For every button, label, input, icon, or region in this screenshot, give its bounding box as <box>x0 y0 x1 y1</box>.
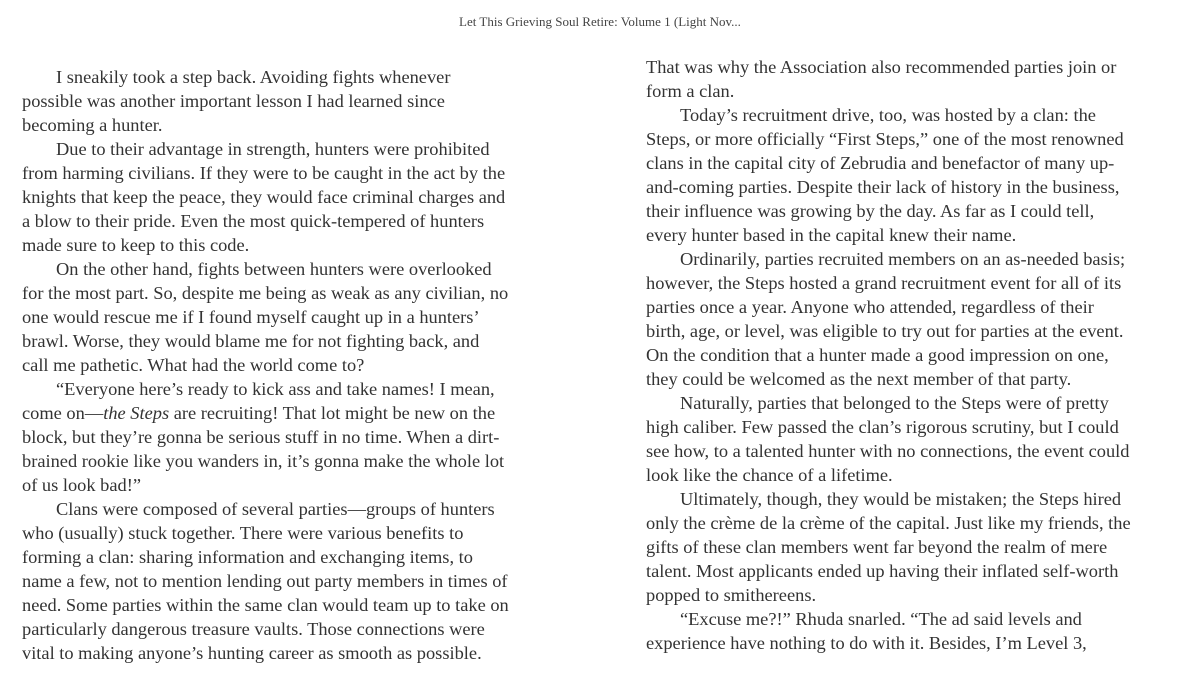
text-line: made sure to keep to this code. <box>22 235 250 255</box>
text-line: parties once a year. Anyone who attended, regardless of their <box>646 297 1094 317</box>
text-line: talent. Most applicants ended up having their inflated self-worth <box>646 561 1119 581</box>
left-page-column <box>22 65 558 665</box>
text-line: I sneakily took a step back. Avoiding fights whenever <box>56 67 451 87</box>
text-line: Steps, or more officially “First Steps,” one of the most renowned <box>646 129 1124 149</box>
text-line: high caliber. Few passed the clan’s rigorous scrutiny, but I could <box>646 417 1119 437</box>
text-line: forming a clan: sharing information and exchanging items, to <box>22 547 473 567</box>
text-line: they could be welcomed as the next member of that party. <box>646 369 1072 389</box>
text-line: and-coming parties. Despite their lack of history in the business, <box>646 177 1120 197</box>
text-line: every hunter based in the capital knew their name. <box>646 225 1017 245</box>
text-line: Clans were composed of several parties—groups of hunters <box>56 499 495 519</box>
text-line: name a few, not to mention lending out party members in times of <box>22 571 508 591</box>
text-line: possible was another important lesson I had learned since <box>22 91 445 111</box>
text-line: of us look bad!” <box>22 475 142 495</box>
text-line: “Excuse me?!” Rhuda snarled. “The ad said levels and <box>680 609 1082 629</box>
text-line: Naturally, parties that belonged to the Steps were of pretty <box>680 393 1109 413</box>
text-line: Ultimately, though, they would be mistaken; the Steps hired <box>680 489 1122 509</box>
text-line: On the condition that a hunter made a good impression on one, <box>646 345 1109 365</box>
text-line: vital to making anyone’s hunting career as smooth as possible. <box>22 643 482 663</box>
text-line: popped to smithereens. <box>646 585 817 605</box>
text-line: That was why the Association also recommended parties join or <box>646 57 1117 77</box>
right-page-column <box>646 55 1176 655</box>
text-line: a blow to their pride. Even the most quick-tempered of hunters <box>22 211 485 231</box>
text-line: look like the chance of a lifetime. <box>646 465 893 485</box>
text-line <box>22 401 558 425</box>
text-line: only the crème de la crème of the capital. Just like my friends, the <box>646 513 1131 533</box>
text-line: brawl. Worse, they would blame me for not fighting back, and <box>22 331 480 351</box>
text-line: experience have nothing to do with it. Besides, I’m Level 3, <box>646 633 1087 653</box>
text-line: “Everyone here’s ready to kick ass and take names! I mean, <box>56 379 495 399</box>
text-line: from harming civilians. If they were to be caught in the act by the <box>22 163 506 183</box>
text-line: who (usually) stuck together. There were various benefits to <box>22 523 464 543</box>
text-line: their influence was growing by the day. As far as I could tell, <box>646 201 1095 221</box>
text-line: however, the Steps hosted a grand recruitment event for all of its <box>646 273 1122 293</box>
text-line: Due to their advantage in strength, hunters were prohibited <box>56 139 490 159</box>
text-line: brained rookie like you wanders in, it’s gonna make the whole lot <box>22 451 505 471</box>
text-line: Ordinarily, parties recruited members on an as-needed basis; <box>680 249 1126 269</box>
text-line: clans in the capital city of Zebrudia and benefactor of many up- <box>646 153 1115 173</box>
text-line: particularly dangerous treasure vaults. Those connections were <box>22 619 485 639</box>
text-line: call me pathetic. What had the world come to? <box>22 355 365 375</box>
text-run: are recruiting! That lot might be new on the <box>169 403 496 423</box>
text-line: see how, to a talented hunter with no connections, the event could <box>646 441 1130 461</box>
text-line: form a clan. <box>646 81 735 101</box>
text-line: becoming a hunter. <box>22 115 163 135</box>
text-line: birth, age, or level, was eligible to try out for parties at the event. <box>646 321 1124 341</box>
text-line: On the other hand, fights between hunters were overlooked <box>56 259 492 279</box>
text-line: for the most part. So, despite me being as weak as any civilian, no <box>22 283 509 303</box>
text-line: gifts of these clan members went far beyond the realm of mere <box>646 537 1108 557</box>
text-line: one would rescue me if I found myself caught up in a hunters’ <box>22 307 480 327</box>
text-line: Today’s recruitment drive, too, was hosted by a clan: the <box>680 105 1096 125</box>
text-line: need. Some parties within the same clan would team up to take on <box>22 595 509 615</box>
text-line: block, but they’re gonna be serious stuff in no time. When a dirt- <box>22 427 500 447</box>
text-line: knights that keep the peace, they would face criminal charges and <box>22 187 506 207</box>
italic-clan-name: the Steps <box>103 403 170 423</box>
book-title: Let This Grieving Soul Retire: Volume 1 (Light Nov... <box>459 14 741 29</box>
text-run: come on— <box>22 403 104 423</box>
